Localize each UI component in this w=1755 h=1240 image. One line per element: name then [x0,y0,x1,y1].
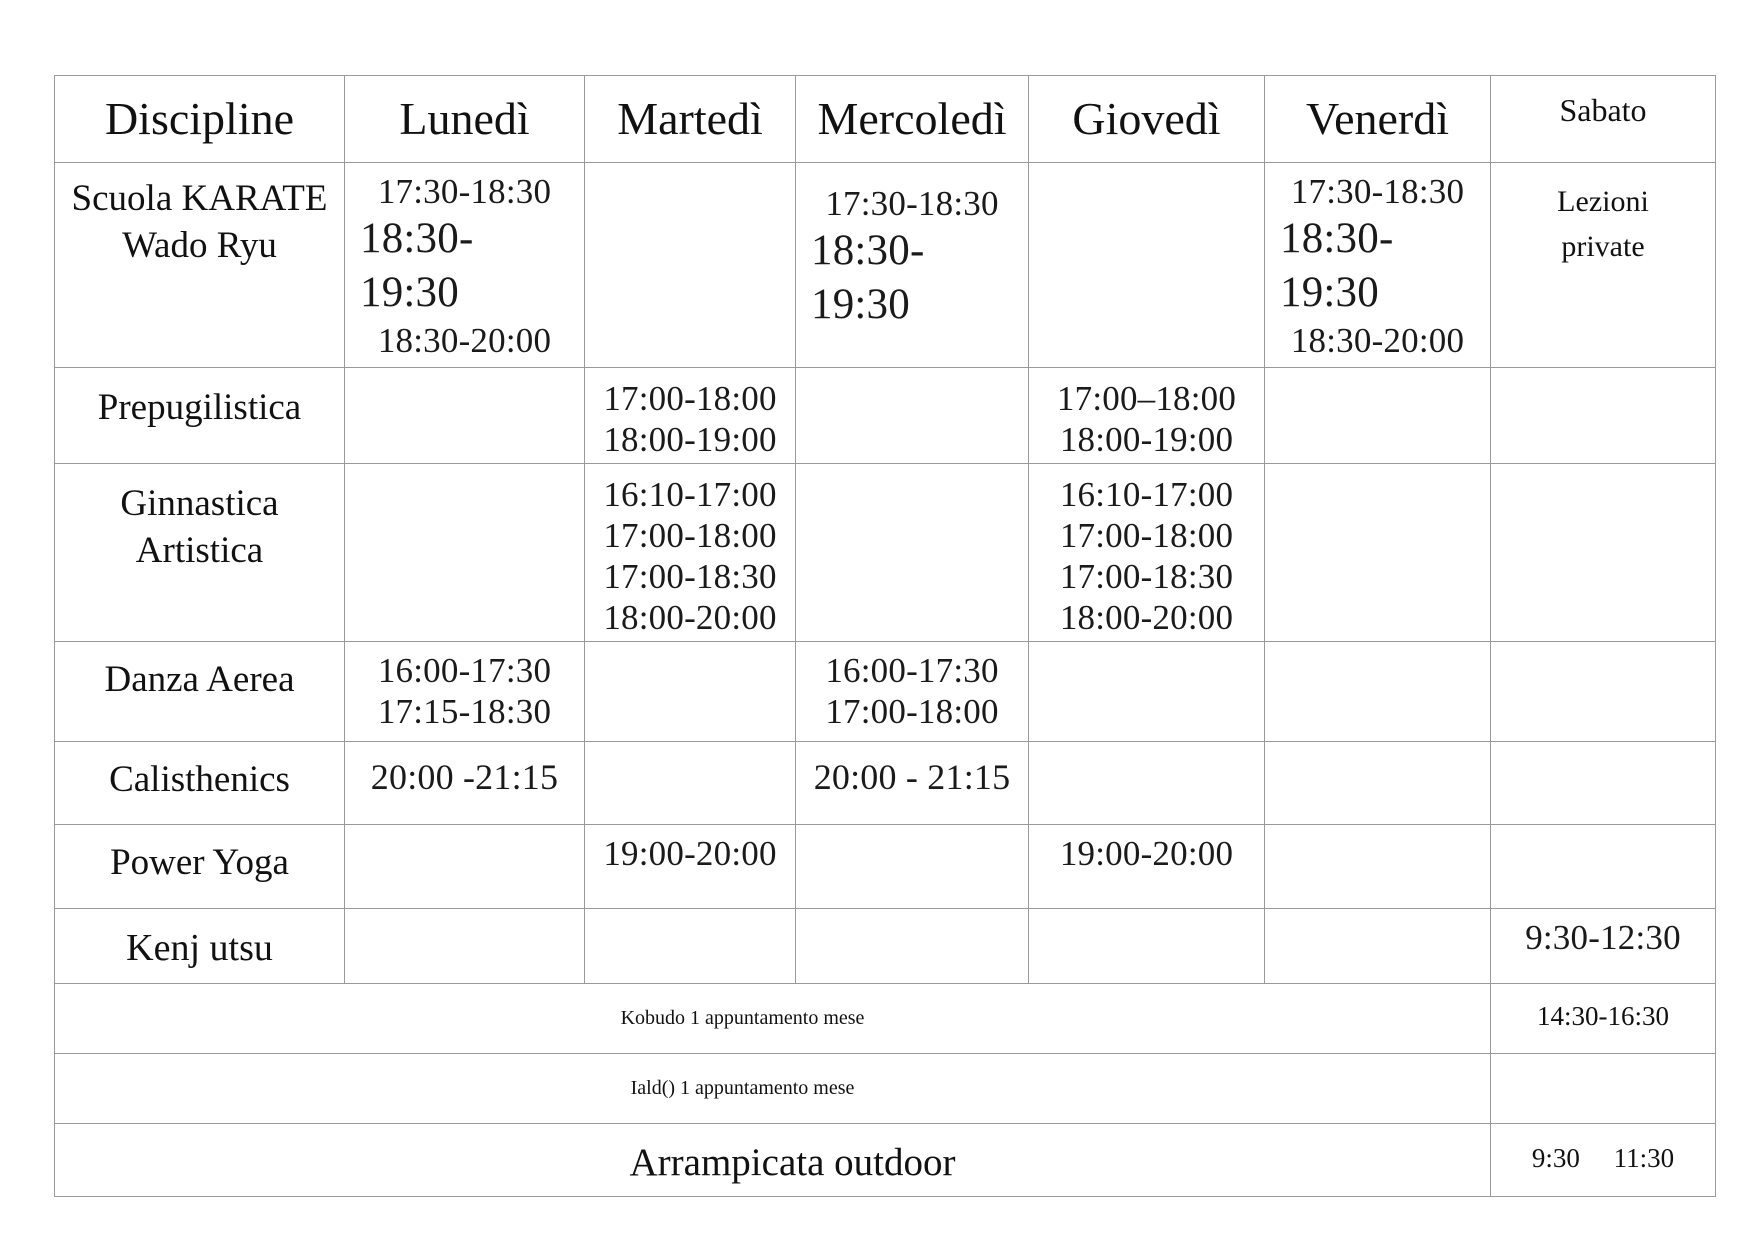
danza-sabato [1491,642,1716,742]
prepugilistica-mercoledi [796,368,1029,464]
karate-giovedi [1029,163,1265,368]
header-martedi: Martedì [585,76,796,163]
yoga-mercoledi [796,825,1029,909]
kobudo-sabato: 14:30-16:30 [1491,984,1716,1054]
row-prepugilistica [55,368,1716,464]
kenjutsu-martedi [585,909,796,984]
row-karate [55,163,1716,368]
calisthenics-mercoledi: 20:00 - 21:15 [796,742,1029,825]
danza-lunedi: 16:00-17:30 17:15-18:30 [345,642,585,742]
calisthenics-discipline: Calisthenics [55,742,345,825]
row-kenjutsu [55,909,1716,984]
danza-mercoledi: 16:00-17:30 17:00-18:00 [796,642,1029,742]
danza-giovedi [1029,642,1265,742]
header-discipline: Discipline [55,76,345,163]
karate-venerdi: 17:30-18:30 18:30- 19:30 18:30-20:00 [1265,163,1491,368]
prepugilistica-discipline: Prepugilistica [55,368,345,464]
yoga-martedi: 19:00-20:00 [585,825,796,909]
ginnastica-giovedi: 16:10-17:00 17:00-18:00 17:00-18:30 18:00-20:00 [1029,464,1265,642]
arrampicata-note-cell: Arrampicata outdoor [55,1124,1491,1197]
ginnastica-martedi: 16:10-17:00 17:00-18:00 17:00-18:30 18:00-20:00 [585,464,796,642]
ginnastica-sabato [1491,464,1716,642]
karate-sabato: Lezioni private [1491,163,1716,368]
kenjutsu-venerdi [1265,909,1491,984]
row-arrampicata [55,1124,1716,1197]
kenjutsu-sabato: 9:30-12:30 [1491,909,1716,984]
row-yoga [55,825,1716,909]
karate-martedi [585,163,796,368]
header-lunedi: Lunedì [345,76,585,163]
calisthenics-martedi [585,742,796,825]
arrampicata-sabato: 9:30 11:30 [1491,1124,1716,1197]
karate-mercoledi: 17:30-18:30 18:30- 19:30 [796,163,1029,368]
calisthenics-sabato [1491,742,1716,825]
kenjutsu-giovedi [1029,909,1265,984]
iaido-note-cell: Iald() 1 appuntamento mese [55,1054,1491,1124]
header-giovedi: Giovedì [1029,76,1265,163]
yoga-lunedi [345,825,585,909]
kenjutsu-discipline: Kenj utsu [55,909,345,984]
yoga-discipline: Power Yoga [55,825,345,909]
row-kobudo [55,984,1716,1054]
karate-lunedi: 17:30-18:30 18:30- 19:30 18:30-20:00 [345,163,585,368]
row-iaido [55,1054,1716,1124]
prepugilistica-giovedi: 17:00–18:00 18:00-19:00 [1029,368,1265,464]
yoga-venerdi [1265,825,1491,909]
calisthenics-lunedi: 20:00 -21:15 [345,742,585,825]
header-venerdi: Venerdì [1265,76,1491,163]
ginnastica-discipline: Ginnastica Artistica [55,464,345,642]
header-sabato: Sabato [1491,76,1716,163]
header-mercoledi: Mercoledì [796,76,1029,163]
prepugilistica-lunedi [345,368,585,464]
row-calisthenics [55,742,1716,825]
prepugilistica-sabato [1491,368,1716,464]
yoga-sabato [1491,825,1716,909]
kenjutsu-mercoledi [796,909,1029,984]
yoga-giovedi: 19:00-20:00 [1029,825,1265,909]
calisthenics-venerdi [1265,742,1491,825]
kobudo-note-cell: Kobudo 1 appuntamento mese [55,984,1491,1054]
row-ginnastica [55,464,1716,642]
danza-discipline: Danza Aerea [55,642,345,742]
ginnastica-venerdi [1265,464,1491,642]
prepugilistica-venerdi [1265,368,1491,464]
karate-discipline: Scuola KARATE Wado Ryu [55,163,345,368]
row-danza [55,642,1716,742]
prepugilistica-martedi: 17:00-18:00 18:00-19:00 [585,368,796,464]
danza-martedi [585,642,796,742]
ginnastica-lunedi [345,464,585,642]
iaido-sabato [1491,1054,1716,1124]
ginnastica-mercoledi [796,464,1029,642]
schedule-table [54,75,1716,1197]
header-row [55,76,1716,163]
kenjutsu-lunedi [345,909,585,984]
danza-venerdi [1265,642,1491,742]
calisthenics-giovedi [1029,742,1265,825]
